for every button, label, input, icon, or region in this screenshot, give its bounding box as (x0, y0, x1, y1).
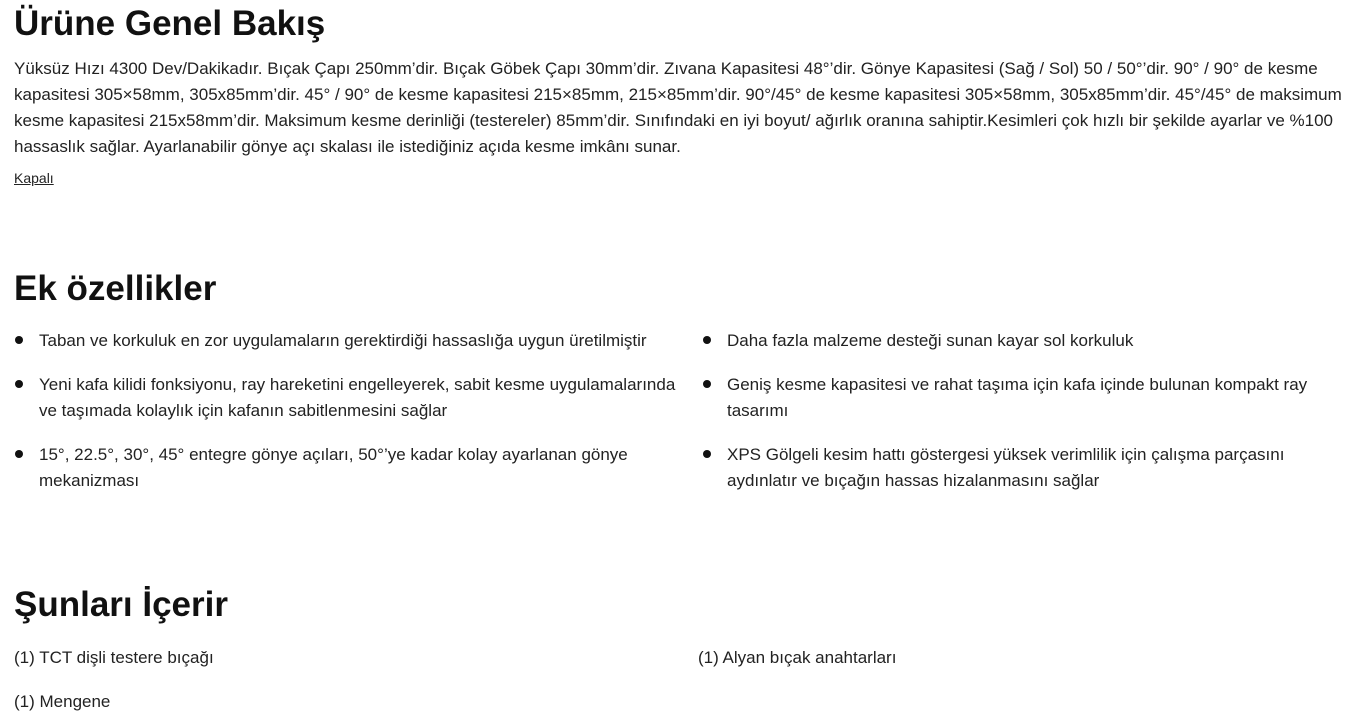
feature-item (702, 372, 1342, 424)
includes-title: Şunları İçerir (14, 585, 228, 624)
feature-text: XPS Gölgeli kesim hattı göstergesi yüksek verimlilik için çalışma parçasını aydınlatır ve bıçağın hassas hizalanmasını sağlar (727, 445, 1285, 490)
feature-item (702, 328, 1342, 354)
overview-title: Ürüne Genel Bakış (14, 4, 326, 43)
bullet-icon (15, 380, 23, 388)
feature-text: Geniş kesme kapasitesi ve rahat taşıma için kafa içinde bulunan kompakt ray tasarımı (727, 375, 1308, 420)
feature-item (14, 372, 679, 424)
feature-text: Yeni kafa kilidi fonksiyonu, ray hareketini engelleyerek, sabit kesme uygulamalarında ve taşımada kolaylık için kafanın sabitlenmesini sağlar (39, 375, 676, 420)
bullet-icon (15, 336, 23, 344)
collapse-link[interactable]: Kapalı (14, 170, 54, 186)
include-item: (1) Mengene (14, 692, 111, 711)
bullet-icon (15, 450, 23, 458)
features-title: Ek özellikler (14, 269, 217, 308)
feature-item (14, 328, 679, 354)
overview-description: Yüksüz Hızı 4300 Dev/Dakikadır. Bıçak Çapı 250mm’dir. Bıçak Göbek Çapı 30mm’dir. Zıvana Kapasitesi 48°’dir. Gönye Kapasitesi (Sağ / Sol) 50 / 50°’dir. 90° / 90° de kesme kapasitesi 305×58mm, 305x85mm’dir. 45° / 90° de kesme kapasitesi 215×85mm, 215×85mm’dir. 90°/45° de kesme kapasitesi 305×58mm, 305x85mm’dir. 45°/45° de maksimum kesme kapasitesi 215x58mm’dir. Maksimum kesme derinliği (testereler) 85mm’dir. Sınıfındaki en iyi boyut/ ağırlık oranına sahiptir.Kesimleri çok hızlı bir şekilde ayarlar ve %100 hassaslık sağlar. Ayarlanabilir gönye açı skalası ile istediğiniz açıda kesme imkânı sunar. (14, 59, 1342, 156)
bullet-icon (703, 336, 711, 344)
feature-text: Taban ve korkuluk en zor uygulamaların gerektirdiği hassaslığa uygun üretilmiştir (39, 331, 647, 350)
features-list-left (14, 328, 679, 512)
bullet-icon (703, 450, 711, 458)
features-list-right (702, 328, 1342, 512)
include-item: (1) TCT dişli testere bıçağı (14, 648, 214, 667)
feature-item (702, 442, 1342, 494)
include-item: (1) Alyan bıçak anahtarları (698, 648, 897, 667)
feature-item (14, 442, 679, 494)
feature-text: 15°, 22.5°, 30°, 45° entegre gönye açıları, 50°’ye kadar kolay ayarlanan gönye mekanizması (39, 445, 628, 490)
bullet-icon (703, 380, 711, 388)
feature-text: Daha fazla malzeme desteği sunan kayar sol korkuluk (727, 331, 1134, 350)
